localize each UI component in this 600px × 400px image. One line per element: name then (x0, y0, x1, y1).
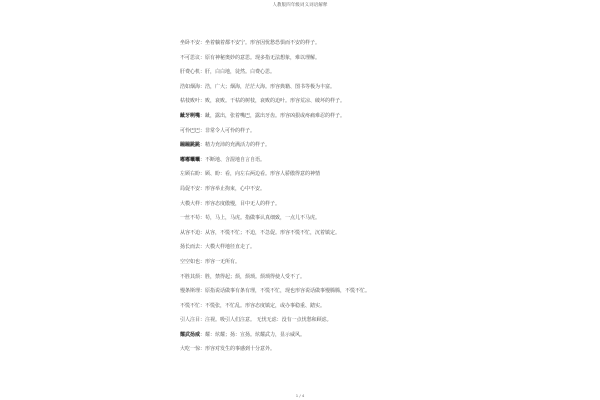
entry-definition: ：不断地、含混地自言自语。 (200, 156, 266, 163)
entry-definition: ：顾、盼：看，向左右两边看。形容人骄傲得意的神情 (200, 171, 321, 178)
page-header: 人教版四年级词义词语解释 (272, 3, 328, 8)
entry-term: 嘟嘟囔囔 (180, 156, 201, 163)
entry-row (180, 124, 480, 139)
entry-definition: ：原有神秘奥妙的意思。现多指无法想象，难以理解。 (200, 54, 321, 61)
page-number: 1 / 4 (295, 393, 305, 398)
entry-term: 浩如烟海 (180, 83, 201, 90)
entry-row (180, 342, 480, 357)
entry-definition: ：从容，不慌不忙；不迫，不急促。形容不慌不忙，沉着镇定。 (200, 229, 341, 236)
entry-row (180, 36, 480, 51)
entry-row (180, 299, 480, 314)
entry-row (180, 313, 480, 328)
entry-term: 不可思议 (180, 54, 201, 61)
entry-definition: ：原指说话做事有条有理，不慌不忙，现也形容说话做事慢腾腾，不慌不忙。 (200, 288, 371, 295)
entry-term: 坐卧不安 (180, 40, 201, 46)
entry-row (180, 153, 480, 168)
entry-definition: ：龇，露出，张着嘴巴，露出牙齿。形容凶狠或疼痛难忍的样子。 (200, 112, 346, 119)
entry-term: 大模大样 (180, 200, 201, 207)
entry-term: 扬长而去 (180, 244, 201, 251)
entry-row (180, 211, 480, 226)
entry-definition: ：注视。吸引人们注意。 无忧无虑：没有一点忧愁和顾虑。 (200, 317, 332, 324)
entry-definition: ：大模大样地径直走了。 (200, 244, 256, 251)
entry-definition: ：肝，白白地，徒然。白费心思。 (200, 69, 276, 76)
entry-row (180, 255, 480, 270)
entry-row (180, 270, 480, 285)
entry-row (180, 197, 480, 212)
entry-definition: ：形容一无所有。 (200, 258, 241, 265)
entry-row (180, 167, 480, 182)
entry-definition: ：非常令人可怜的样子。 (200, 127, 256, 134)
entry-term: 引人注目 (180, 317, 201, 324)
entry-term: 空空如也 (180, 258, 201, 265)
entry-definition: ：形容举止拘束，心中不安。 (200, 185, 266, 192)
entry-term: 不慌不忙 (180, 302, 201, 309)
entry-definition: ：形容态度傲慢，目中无人的样子。 (200, 200, 281, 207)
entry-definition: ：坐着躺着都不安宁。形容因忧愁恐惧而不安的样子。 (200, 40, 321, 46)
entry-term: 慢条斯理 (180, 288, 201, 295)
entry-term: 耀武扬威 (180, 331, 201, 338)
entry-definition: ：胜，禁得起；烦，烦琐。烦琐得使人受不了。 (200, 273, 306, 280)
entry-row (180, 80, 480, 95)
entry-row (180, 65, 480, 80)
entry-row (180, 240, 480, 255)
entry-row (180, 182, 480, 197)
entry-row (180, 328, 480, 343)
entry-row (180, 284, 480, 299)
entry-row (180, 226, 480, 241)
entry-term: 可怜巴巴 (180, 127, 201, 134)
entry-list (180, 36, 480, 357)
entry-row (180, 51, 480, 66)
entry-term: 从容不迫 (180, 229, 201, 236)
entry-definition: ：浩，广大；烟海，茫茫大海。形容典籍、图书等极为丰富。 (200, 83, 336, 90)
entry-definition: ：不慌张，不忙乱。形容态度镇定，或办事稳重、踏实。 (200, 302, 326, 309)
entry-row (180, 138, 480, 153)
entry-definition: ：耀：炫耀；扬：宣扬。炫耀武力，显示威风。 (200, 331, 306, 338)
entry-definition: ：苟，马上，马虎。指做事认真细致，一点儿不马虎。 (200, 215, 321, 222)
entry-row (180, 94, 480, 109)
entry-row (180, 109, 480, 124)
entry-term: 枯枝败叶 (180, 98, 201, 105)
entry-term: 大吃一惊 (180, 346, 201, 353)
entry-term: 左顾右盼 (180, 171, 201, 178)
entry-definition: ：败，衰败。干枯的树枝，衰败的迫叶。形容荒凉、破坏的样子。 (200, 98, 346, 105)
entry-term: 局促不安 (180, 185, 201, 192)
entry-term: 一丝不苟 (180, 215, 201, 222)
entry-definition: ：精力充沛的充满活力的样子。 (200, 142, 271, 149)
entry-term: 肝费心机 (180, 69, 201, 76)
entry-definition: ：形容对发生的事感到十分意外。 (200, 346, 276, 353)
entry-term: 蹦蹦跳跳 (180, 142, 201, 149)
entry-term: 龇牙咧嘴 (180, 112, 201, 119)
entry-term: 不胜其烦 (180, 273, 201, 280)
